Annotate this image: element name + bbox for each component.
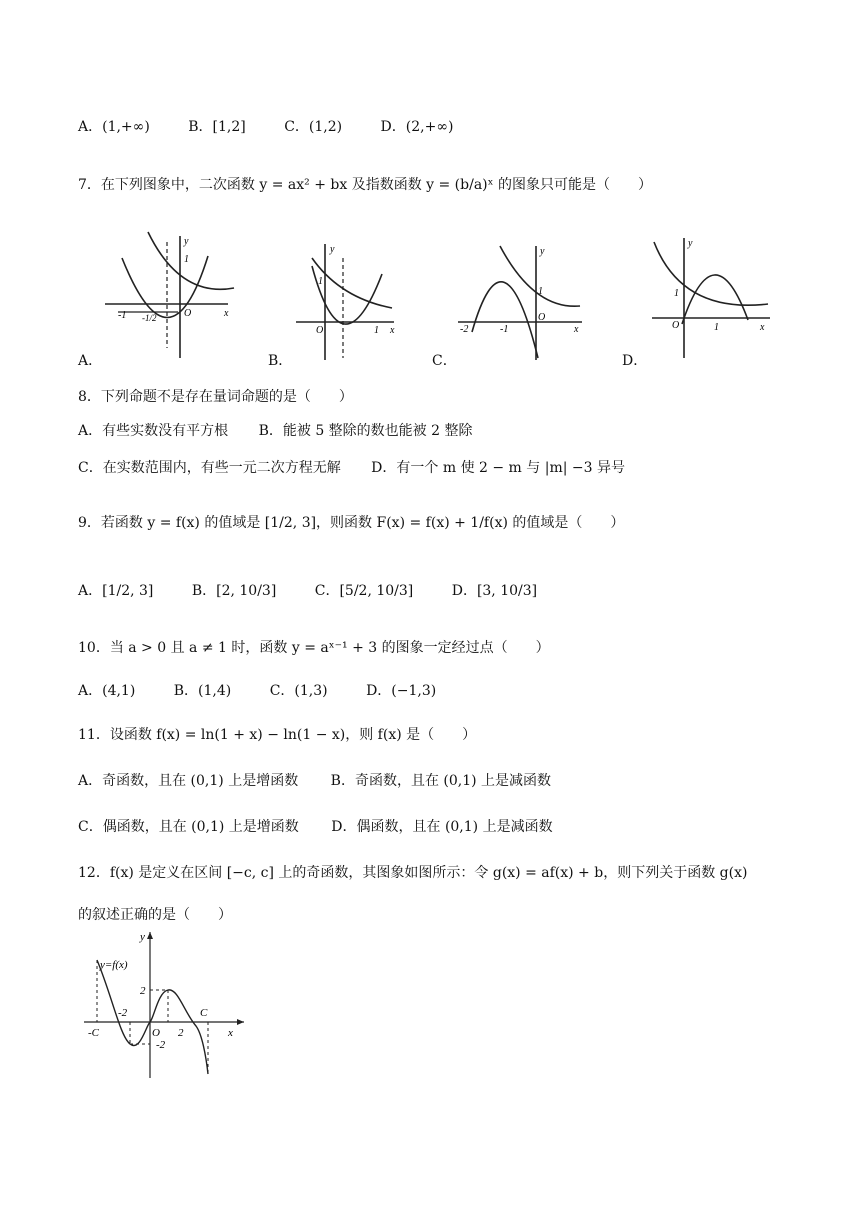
q9-option-c: C．[5/2, 10/3] bbox=[314, 583, 414, 599]
q8-option-b: B．能被 5 整除的数也能被 2 整除 bbox=[258, 423, 473, 439]
q12-tick-y2: 2 bbox=[140, 985, 146, 997]
q7-graph-d bbox=[648, 234, 772, 360]
q10-option-d: D．(−1,3) bbox=[366, 683, 437, 699]
q9-stem: 9．若函数 y = f(x) 的值域是 [1/2, 3]，则函数 F(x) = f(x) + 1/f(x) 的值域是（ ） bbox=[78, 515, 625, 531]
graph-d-y-label: y bbox=[688, 238, 693, 249]
q12-stem-line2: 的叙述正确的是（ ） bbox=[78, 907, 232, 923]
q9-options bbox=[78, 580, 571, 600]
q11-stem: 11．设函数 f(x) = ln(1 + x) − ln(1 − x)，则 f(x) 是（ ） bbox=[78, 727, 477, 743]
graph-c-tick-neg1: -1 bbox=[500, 324, 509, 335]
q10-stem: 10．当 a > 0 且 a ≠ 1 时，函数 y = aˣ⁻¹ + 3 的图象一定经过点（ ） bbox=[78, 640, 550, 656]
q6-option-b: B．[1,2] bbox=[188, 119, 246, 135]
q12-tick-negc: -C bbox=[88, 1027, 99, 1039]
q12-tick-xneg2: -2 bbox=[118, 1007, 128, 1019]
q8-options-row2 bbox=[78, 457, 659, 477]
q7-label-c: C． bbox=[432, 353, 457, 369]
graph-c-origin: O bbox=[538, 312, 546, 323]
graph-a-x-label: x bbox=[224, 308, 229, 319]
q8-option-c: C．在实数范围内，有些一元二次方程无解 bbox=[78, 460, 341, 476]
q6-option-d: D．(2,+∞) bbox=[380, 119, 454, 135]
q11-option-b: B．奇函数，且在 (0,1) 上是减函数 bbox=[330, 773, 552, 789]
q6-option-c: C．(1,2) bbox=[284, 119, 343, 135]
graph-c-tick-neg2: -2 bbox=[460, 324, 469, 335]
q12-stem-line1: 12．f(x) 是定义在区间 [−c, c] 上的奇函数，其图象如图所示：令 g(x) = af(x) + b，则下列关于函数 g(x) bbox=[78, 865, 748, 881]
graph-a-tick-neghalf: -1/2 bbox=[142, 313, 157, 323]
graph-c-tick-1: 1 bbox=[538, 286, 543, 297]
q12-tick-yneg2: -2 bbox=[156, 1039, 166, 1051]
q8-option-a: A．有些实数没有平方根 bbox=[78, 423, 229, 439]
q12-tick-c: C bbox=[200, 1007, 208, 1019]
q11-option-c: C．偶函数，且在 (0,1) 上是增函数 bbox=[78, 819, 299, 835]
q10-option-c: C．(1,3) bbox=[269, 683, 328, 699]
q9-option-b: B．[2, 10/3] bbox=[191, 583, 277, 599]
q7-label-b: B． bbox=[268, 353, 293, 369]
graph-a-y-label: y bbox=[184, 236, 189, 247]
graph-b-x-label: x bbox=[390, 325, 395, 336]
q12-x-label: x bbox=[228, 1027, 233, 1039]
q12-curve-label: y=f(x) bbox=[100, 959, 128, 971]
graph-a-tick-1: 1 bbox=[184, 254, 189, 265]
q11-options-row2 bbox=[78, 816, 587, 836]
q9-option-d: D．[3, 10/3] bbox=[451, 583, 538, 599]
graph-b-y-label: y bbox=[330, 244, 335, 255]
q9-option-a: A．[1/2, 3] bbox=[78, 583, 154, 599]
q6-option-a: A．(1,+∞) bbox=[78, 119, 150, 135]
q12-graph bbox=[82, 926, 252, 1082]
graph-a-origin: O bbox=[184, 308, 192, 319]
q6-options bbox=[78, 116, 487, 136]
graph-d-x-label: x bbox=[760, 322, 765, 333]
q10-option-b: B．(1,4) bbox=[173, 683, 232, 699]
graph-d-tick-x1: 1 bbox=[714, 322, 719, 333]
q11-option-d: D．偶函数，且在 (0,1) 上是减函数 bbox=[331, 819, 553, 835]
q7-graph-a bbox=[100, 228, 240, 360]
q11-option-a: A．奇函数，且在 (0,1) 上是增函数 bbox=[78, 773, 299, 789]
graph-a-tick-neg1: -1 bbox=[118, 310, 127, 321]
q7-stem: 7．在下列图象中，二次函数 y = ax² + bx 及指数函数 y = (b/a)ˣ 的图象只可能是（ ） bbox=[78, 177, 653, 193]
graph-c-x-label: x bbox=[574, 324, 579, 335]
graph-b-origin: O bbox=[316, 325, 324, 336]
graph-b-tick-y1: 1 bbox=[318, 276, 323, 287]
q7-label-a: A． bbox=[78, 353, 103, 369]
q12-origin: O bbox=[152, 1027, 160, 1039]
graph-d-origin: O bbox=[672, 320, 680, 331]
q8-options-row1 bbox=[78, 420, 506, 440]
graph-b-tick-x1: 1 bbox=[374, 325, 379, 336]
q7-graph-b bbox=[292, 238, 400, 362]
graph-d-tick-y1: 1 bbox=[674, 288, 679, 299]
q7-graph-c bbox=[454, 240, 584, 362]
q12-y-label: y bbox=[140, 931, 145, 943]
q12-tick-x2: 2 bbox=[178, 1027, 184, 1039]
q10-option-a: A．(4,1) bbox=[78, 683, 136, 699]
graph-c-y-label: y bbox=[540, 246, 545, 257]
q7-label-d: D． bbox=[622, 353, 648, 369]
q10-options bbox=[78, 680, 470, 700]
q8-stem: 8．下列命题不是存在量词命题的是（ ） bbox=[78, 389, 353, 405]
q11-options-row1 bbox=[78, 770, 585, 790]
q8-option-d: D．有一个 m 使 2 − m 与 |m| −3 异号 bbox=[371, 460, 625, 476]
